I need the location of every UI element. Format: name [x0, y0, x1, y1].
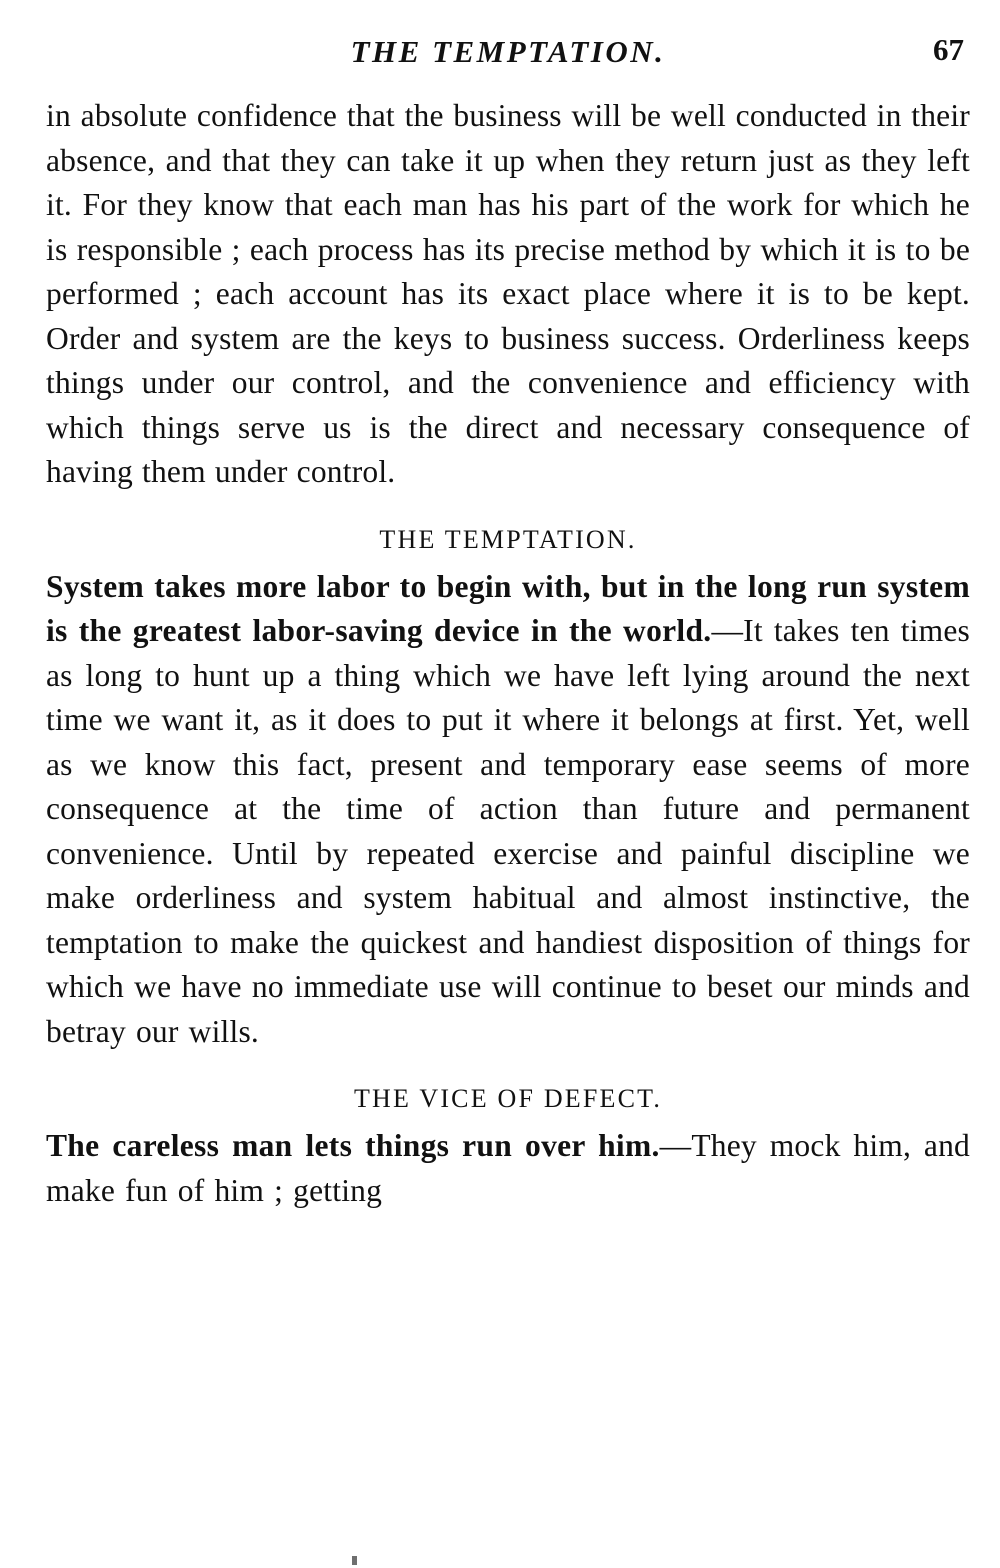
paragraph-opening: in absolute confidence that the business will be well conducted in their absence, and that they can take it up when they return just as they left it. For they know that each man has his part of the work for which he is responsible ; each process has its precise method by which it is to be performed ; each account has its exact place where it is to be kept. Order and system are the keys to business success. Orderliness keeps things under our control, and the convenience and efficiency with which things serve us is the direct and necessary consequence of having them under control. [46, 98, 970, 489]
lead-in-vice-of-defect: The careless man lets things run over him. [46, 1128, 660, 1163]
paragraph-temptation-body: —It takes ten times as long to hunt up a thing which we have left lying around the next time we want it, as it does to put it where it belongs at first. Yet, well as we know this fact, present and temporary ease seems of more consequence at the time of action than future and permanent convenience. Until by repeated exercise and painful discipline we make orderliness and system habitual and almost instinctive, the temptation to make the quickest and handiest disposition of things for which we have no immediate use will continue to beset our minds and betray our wills. [46, 613, 970, 1049]
running-head-title: THE TEMPTATION. [350, 34, 666, 69]
section-heading-vice-of-defect: THE VICE OF DEFECT. [353, 1084, 663, 1113]
section-heading-temptation: THE TEMPTATION. [379, 524, 637, 554]
running-head [46, 26, 970, 78]
paragraph-vice-of-defect-body: —They mock him, and make fun of him ; getting [46, 1128, 970, 1208]
lead-in-temptation: System takes more labor to begin with, but in the long run system is the greatest labor-saving device in the world. [46, 568, 970, 648]
text-column [46, 94, 970, 1213]
page-number: 67 [933, 32, 964, 67]
page-artifact-mark [352, 1556, 357, 1565]
paragraph-temptation [46, 565, 970, 1055]
paragraph-vice-of-defect [46, 1124, 970, 1213]
